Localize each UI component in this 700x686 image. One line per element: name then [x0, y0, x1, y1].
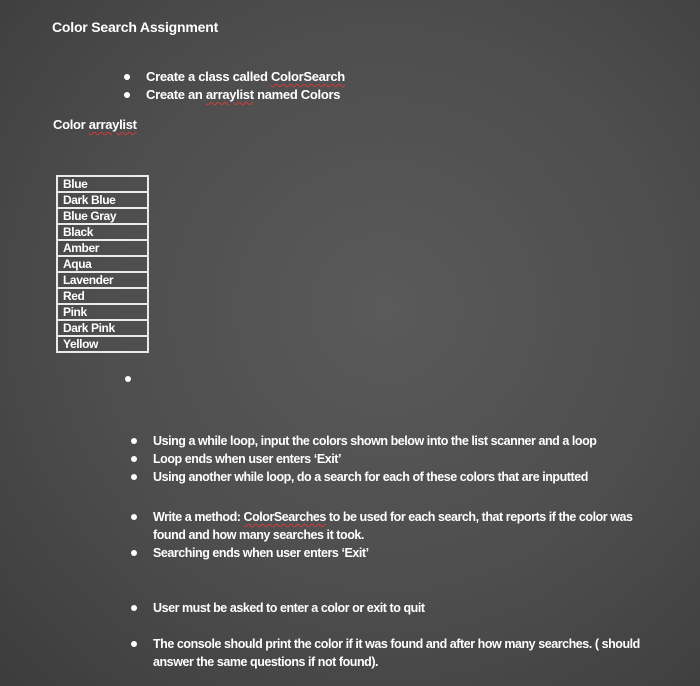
color-cell: Yellow — [57, 336, 148, 352]
table-row — [57, 240, 148, 256]
color-cell: Pink — [57, 304, 148, 320]
intro-item-arraylist — [146, 86, 345, 104]
color-arraylist-heading-word: arraylist — [88, 117, 137, 132]
method-name-text: ColorSearches — [243, 510, 326, 524]
table-row — [57, 224, 148, 240]
color-cell: Dark Blue — [57, 192, 148, 208]
loop-task-list — [153, 432, 653, 486]
list-item: Loop ends when user enters ‘Exit’ — [153, 450, 653, 468]
table-row — [57, 304, 148, 320]
prompt-task-list — [153, 599, 653, 617]
color-cell: Black — [57, 224, 148, 240]
class-name-text: ColorSearch — [270, 69, 345, 84]
table-row — [57, 176, 148, 192]
list-item: Searching ends when user enters ‘Exit’ — [153, 544, 653, 562]
list-item: Using a while loop, input the colors shown below into the list scanner and a loop — [153, 432, 653, 450]
list-item: Using another while loop, do a search for each of these colors that are inputted — [153, 468, 653, 486]
color-cell: Blue Gray — [57, 208, 148, 224]
table-row — [57, 192, 148, 208]
color-cell: Lavender — [57, 272, 148, 288]
color-cell: Aqua — [57, 256, 148, 272]
color-arraylist-heading-text: Color — [53, 117, 89, 132]
table-row — [57, 336, 148, 352]
color-cell: Blue — [57, 176, 148, 192]
table-row — [57, 272, 148, 288]
list-item-method — [153, 508, 653, 544]
color-cell: Red — [57, 288, 148, 304]
table-row — [57, 320, 148, 336]
method-task-list — [153, 508, 653, 562]
intro-list — [146, 68, 345, 104]
color-table — [56, 175, 149, 353]
color-arraylist-heading — [53, 117, 137, 132]
color-cell: Amber — [57, 240, 148, 256]
intro-item-arraylist-after: named Colors — [253, 87, 341, 102]
intro-item-class — [146, 68, 345, 86]
intro-item-arraylist-text: Create an — [146, 87, 206, 102]
list-item: User must be asked to enter a color or exit to quit — [153, 599, 653, 617]
table-row — [57, 208, 148, 224]
arraylist-word: arraylist — [205, 87, 254, 102]
method-text-before: Write a method: — [153, 510, 244, 524]
color-cell: Dark Pink — [57, 320, 148, 336]
empty-bullet — [125, 376, 131, 382]
table-row — [57, 288, 148, 304]
list-item: The console should print the color if it was found and after how many searches. ( should answer the same questions if not found). — [153, 635, 653, 671]
method-text-after: to be used for each search, that reports if the color was found and how many searches it took. — [153, 510, 633, 542]
console-task-list — [153, 635, 653, 671]
page-title: Color Search Assignment — [52, 19, 219, 35]
intro-item-class-text: Create a class called — [146, 69, 271, 84]
table-row — [57, 256, 148, 272]
